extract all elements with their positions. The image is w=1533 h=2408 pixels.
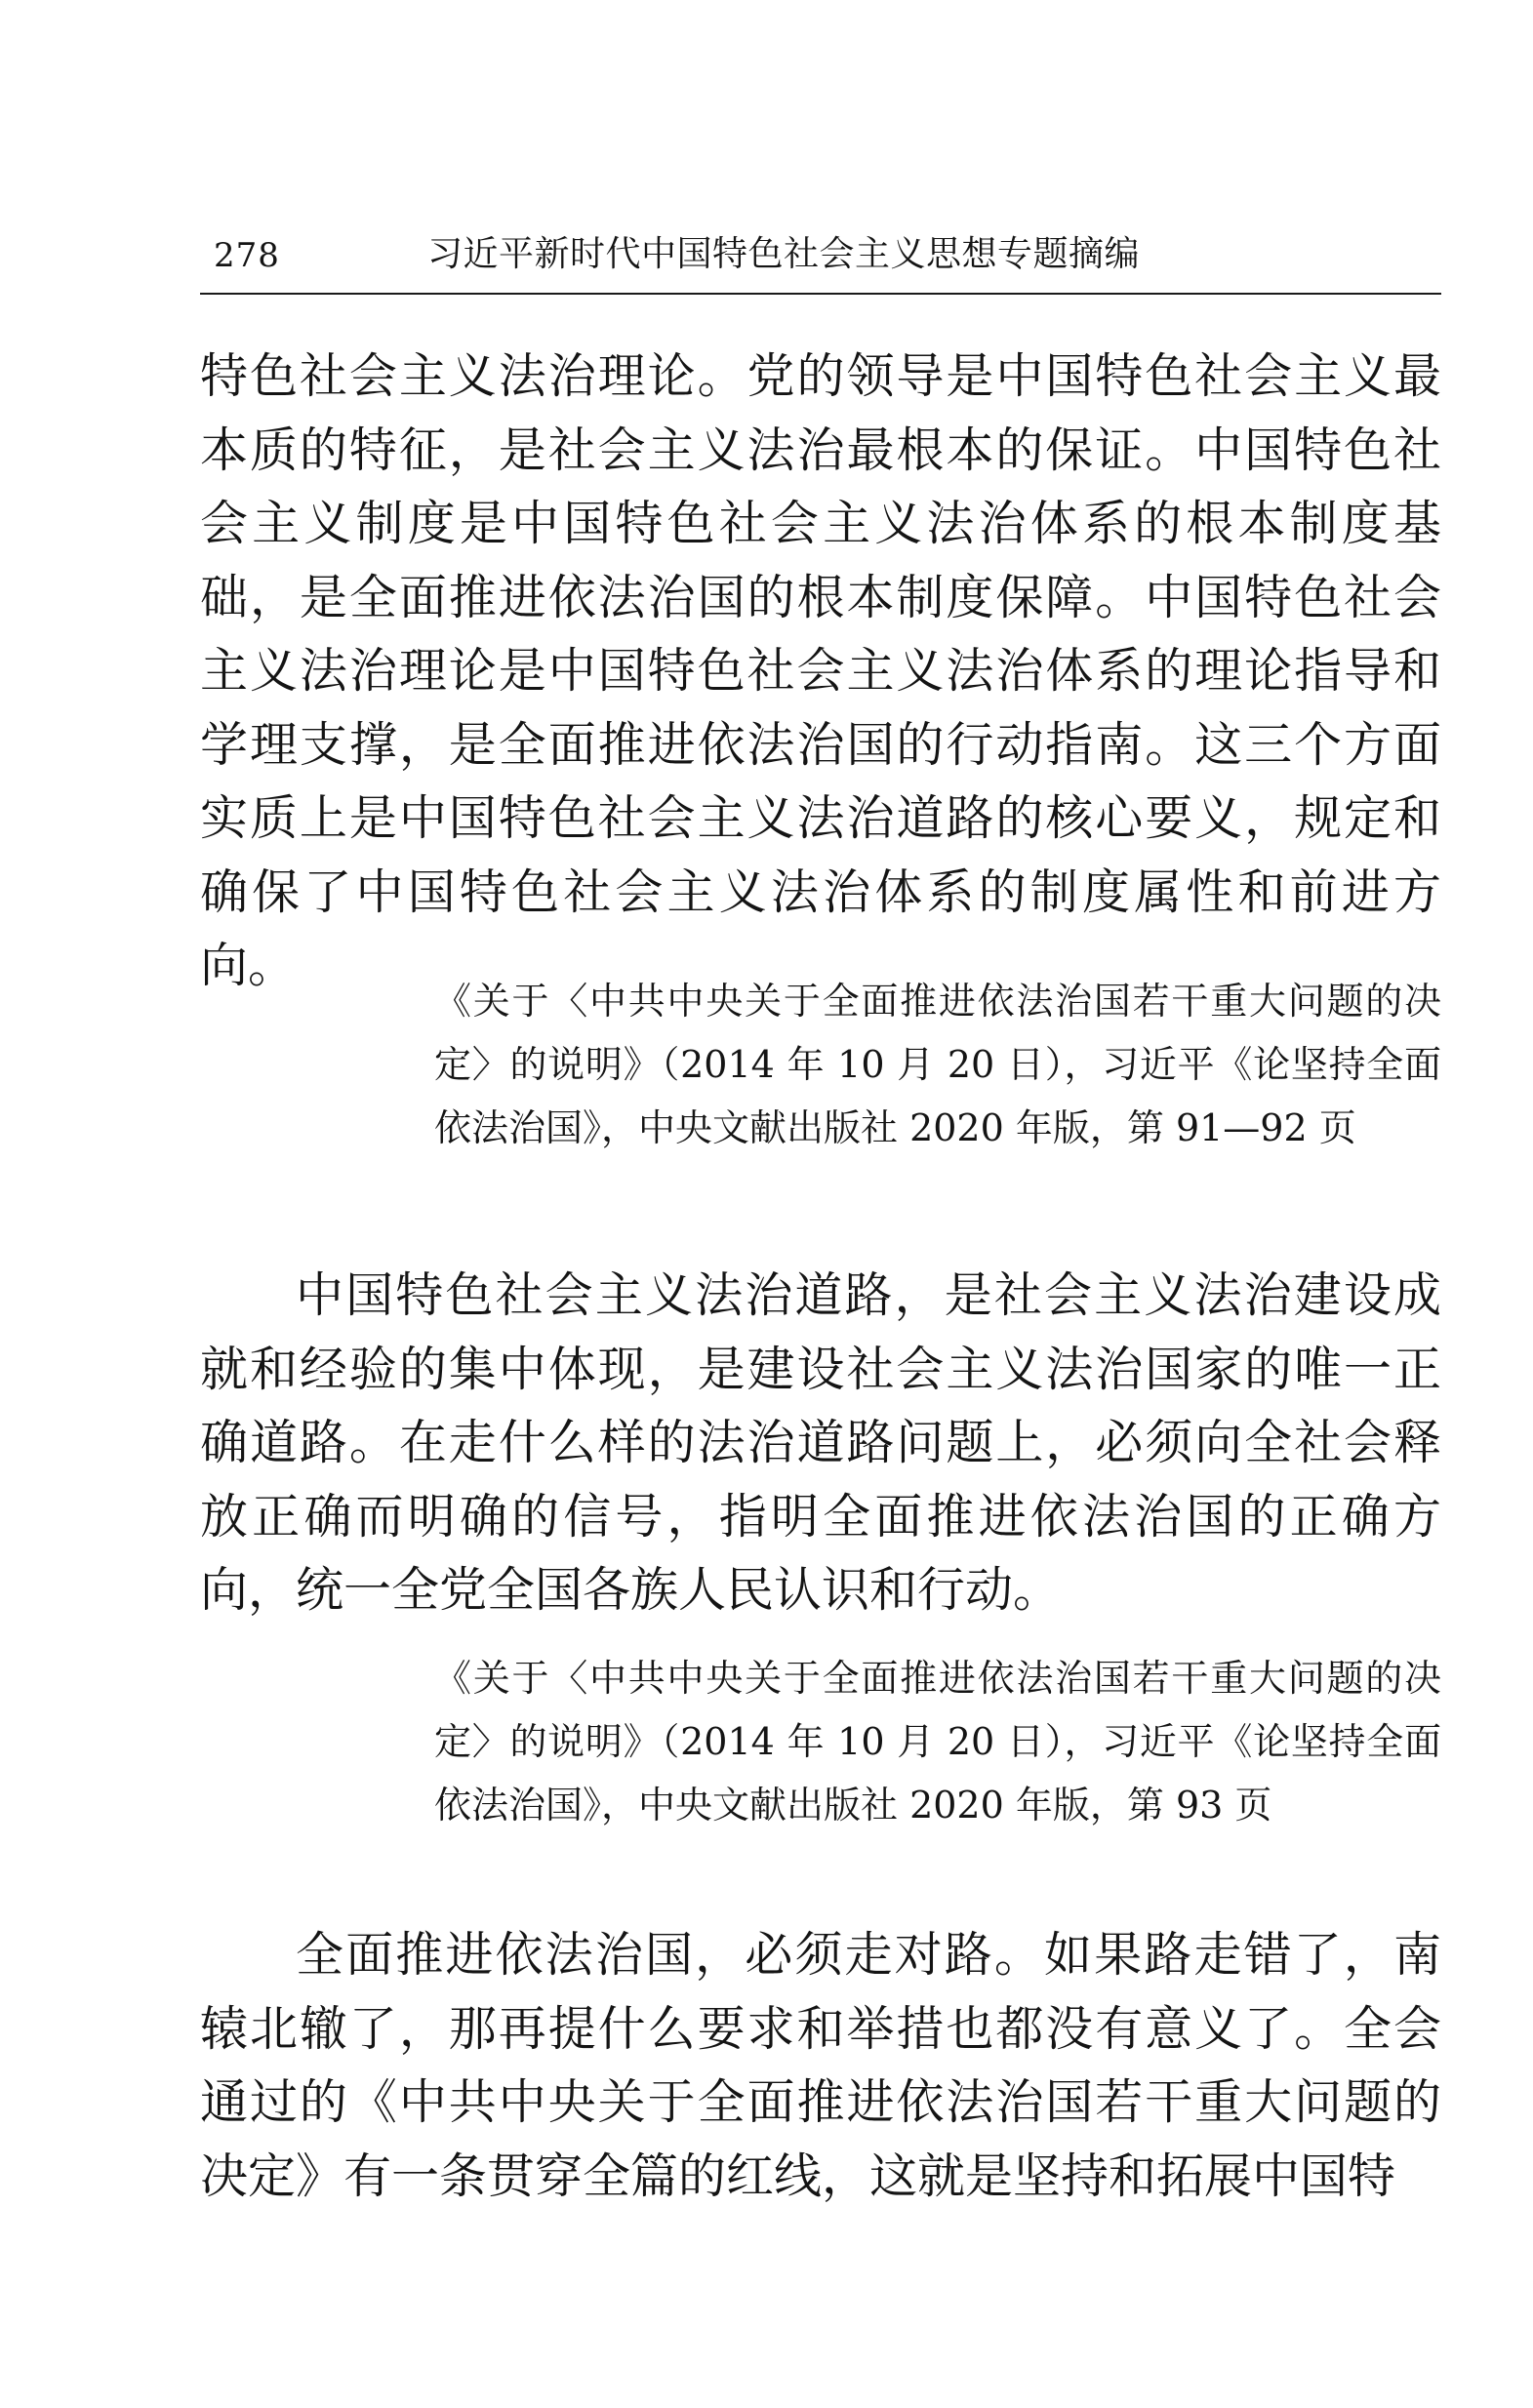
- body-paragraph-1: 特色社会主义法治理论。党的领导是中国特色社会主义最本质的特征，是社会主义法治最根本的保证。中国特色社会主义制度是中国特色社会主义法治体系的根本制度基础，是全面推进依法治国的根本制度保障。中国特色社会主义法治理论是中国特色社会主义法治体系的理论指导和学理支撑，是全面推进依法治国的行动指南。这三个方面实质上是中国特色社会主义法治道路的核心要义，规定和确保了中国特色社会主义法治体系的制度属性和前进方向。: [200, 348, 1441, 993]
- body-paragraph-2: 中国特色社会主义法治道路，是社会主义法治建设成就和经验的集中体现，是建设社会主义法治国家的唯一正确道路。在走什么样的法治道路问题上，必须向全社会释放正确而明确的信号，指明全面推进依法治国的正确方向，统一全党全国各族人民认识和行动。: [200, 1267, 1441, 1618]
- source-citation-2: 《关于〈中共中央关于全面推进依法治国若干重大问题的决定〉的说明》（2014 年 10 月 20 日），习近平《论坚持全面依法治国》，中央文献出版社 2020 年版，第 93 页: [434, 1657, 1441, 1826]
- page-header: [200, 230, 1441, 295]
- page-number: 278: [214, 236, 280, 275]
- source-citation-1: 《关于〈中共中央关于全面推进依法治国若干重大问题的决定〉的说明》（2014 年 10 月 20 日），习近平《论坚持全面依法治国》，中央文献出版社 2020 年版，第 91—92 页: [434, 980, 1441, 1149]
- body-paragraph-3: 全面推进依法治国，必须走对路。如果路走错了，南辕北辙了，那再提什么要求和举措也都没有意义了。全会通过的《中共中央关于全面推进依法治国若干重大问题的决定》有一条贯穿全篇的红线，这就是坚持和拓展中国特: [200, 1927, 1441, 2204]
- running-title: 习近平新时代中国特色社会主义思想专题摘编: [427, 234, 1141, 274]
